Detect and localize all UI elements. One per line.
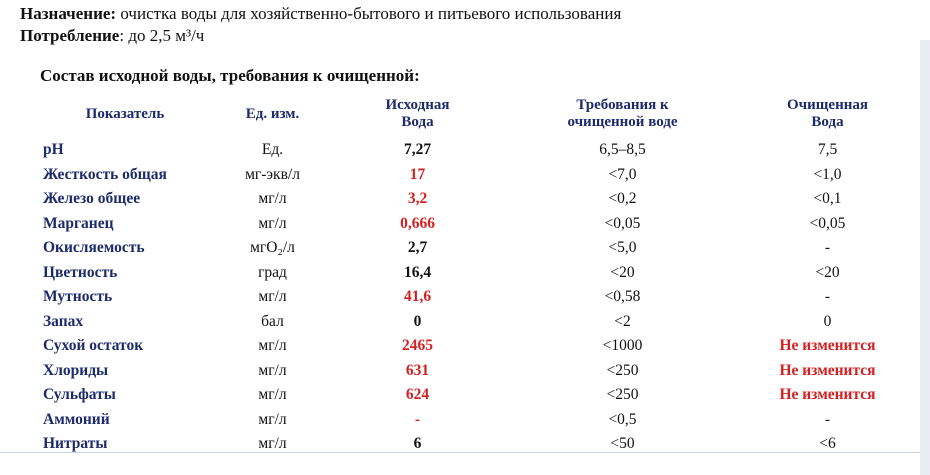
row-requirement: <0,58 [604,288,641,306]
table-row [40,236,910,261]
row-unit: мг/л [258,190,287,208]
divider [0,452,930,453]
row-source-value: 7,27 [403,141,432,159]
purpose-line [20,4,621,24]
table-row [40,310,910,335]
row-treated-value: 0 [823,312,832,330]
row-treated-value: <6 [819,435,836,453]
header-source-line1: Исходная [385,97,450,113]
row-unit: град [258,263,287,281]
row-requirement: <7,0 [608,165,637,183]
row-requirement: <0,2 [608,190,637,208]
row-requirement: <250 [606,361,639,379]
row-parameter: Цветность [43,263,118,281]
header-result-line1: Очищенная [787,97,868,113]
row-source-value: 631 [405,361,430,379]
row-treated-value: 7,5 [817,141,838,159]
row-unit: мг/л [258,214,287,232]
header-source-water [335,90,500,138]
table-header-row [40,90,910,138]
header-unit: Ед. изм. [245,105,300,122]
table-row [40,138,910,163]
table-body [40,138,910,457]
purpose-label: Назначение: [20,4,117,23]
header-treated-water [745,90,910,138]
row-requirement: <0,05 [604,214,641,232]
row-treated-value: - [824,410,831,428]
purpose-value: очистка воды для хозяйственно-бытового и питьевого использования [116,4,622,23]
row-unit: мг/л [258,410,287,428]
table-row [40,334,910,359]
row-parameter: pH [43,141,64,159]
row-parameter: Окисляемость [43,239,145,257]
table-row [40,285,910,310]
row-treated-value: Не изменится [779,361,876,379]
row-treated-value: <20 [815,263,840,281]
row-treated-value: Не изменится [779,386,876,404]
row-source-value: 3,2 [407,190,428,208]
row-requirement: <50 [610,435,635,453]
row-treated-value: - [824,288,831,306]
row-parameter: Запах [43,312,84,330]
header-requirements [500,90,745,138]
row-requirement: <2 [614,312,631,330]
row-requirement: <250 [606,386,639,404]
row-requirement: 6,5–8,5 [599,141,646,159]
row-treated-value: <0,1 [813,190,842,208]
header-result-line2: Вода [811,114,844,130]
header-source-line2: Вода [401,114,434,130]
row-unit: мг/л [258,337,287,355]
row-parameter: Хлориды [43,361,109,379]
row-source-value: - [414,410,421,428]
row-unit: мг/л [258,386,287,404]
water-composition-table [40,90,910,457]
row-parameter: Железо общее [43,190,141,208]
row-unit: бал [261,312,284,330]
row-unit: мг/л [258,435,287,453]
row-treated-value: Не изменится [779,337,876,355]
table-row [40,408,910,433]
row-source-value: 41,6 [403,288,432,306]
table-row [40,163,910,188]
table-row [40,187,910,212]
row-treated-value: - [824,239,831,257]
row-parameter: Сухой остаток [43,337,144,355]
header-parameter: Показатель [85,105,165,122]
header-req-line1: Требования к [576,97,669,113]
header-req-line2: очищенной воде [567,114,678,130]
row-source-value: 0 [413,312,422,330]
table-row [40,212,910,237]
row-unit: Ед. [261,141,284,159]
row-parameter: Аммоний [43,410,110,428]
consumption-label: Потребление [20,26,120,45]
row-parameter: Нитраты [43,435,108,453]
row-source-value: 2,7 [407,239,428,257]
table-row [40,359,910,384]
section-title: Состав исходной воды, требования к очищенной: [40,66,420,85]
row-source-value: 6 [413,435,422,453]
row-unit: мгО₂/л [250,239,295,257]
row-parameter: Марганец [43,214,114,232]
row-source-value: 17 [409,165,426,183]
row-source-value: 0,666 [400,214,435,232]
table-row [40,261,910,286]
row-parameter: Сульфаты [43,386,116,404]
row-requirement: <1000 [602,337,643,355]
consumption-value: : до 2,5 м³/ч [119,26,205,45]
row-requirement: <0,5 [608,410,637,428]
row-unit: мг-экв/л [245,165,300,183]
row-source-value: 624 [405,386,430,404]
row-treated-value: <1,0 [813,165,842,183]
row-requirement: <5,0 [608,239,637,257]
row-requirement: <20 [610,263,635,281]
row-treated-value: <0,05 [809,214,846,232]
row-source-value: 2465 [402,337,433,355]
row-parameter: Мутность [43,288,113,306]
scroll-edge [920,40,930,475]
row-source-value: 16,4 [403,263,432,281]
row-unit: мг/л [258,288,287,306]
consumption-line [20,26,204,46]
row-parameter: Жесткость общая [43,165,167,183]
row-unit: мг/л [258,361,287,379]
table-row [40,383,910,408]
